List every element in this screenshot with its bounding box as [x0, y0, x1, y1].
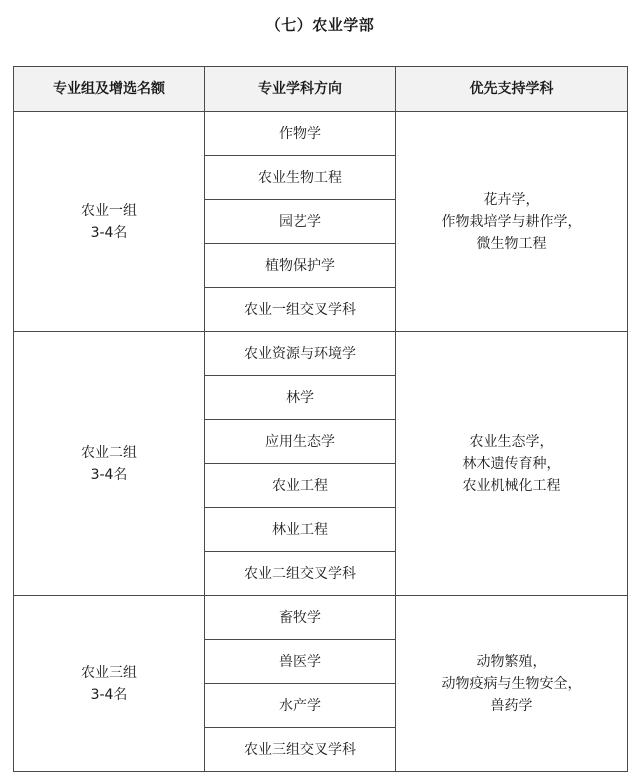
subject-cell: 兽医学 — [205, 640, 396, 684]
group-quota: 3-4名 — [90, 466, 128, 483]
group-cell — [14, 332, 205, 596]
discipline-table — [13, 66, 628, 772]
subject-cell: 农业三组交叉学科 — [205, 728, 396, 772]
subject-cell: 农业二组交叉学科 — [205, 552, 396, 596]
group-name: 农业二组 — [81, 444, 137, 461]
group-cell — [14, 596, 205, 772]
subject-cell: 水产学 — [205, 684, 396, 728]
subject-cell: 农业工程 — [205, 464, 396, 508]
header-subject: 专业学科方向 — [205, 67, 396, 112]
priority-cell — [396, 112, 628, 332]
priority-item: 农业生态学， — [469, 433, 554, 450]
subject-cell: 农业资源与环境学 — [205, 332, 396, 376]
group-quota: 3-4名 — [90, 686, 128, 703]
group-cell — [14, 112, 205, 332]
priority-item: 动物疫病与生物安全， — [441, 675, 582, 692]
table-row — [14, 112, 628, 156]
group-quota: 3-4名 — [90, 224, 128, 241]
header-priority: 优先支持学科 — [396, 67, 628, 112]
priority-item: 农业机械化工程 — [462, 477, 561, 494]
priority-cell — [396, 332, 628, 596]
subject-cell: 作物学 — [205, 112, 396, 156]
priority-item: 兽药学 — [490, 697, 533, 714]
subject-cell: 林学 — [205, 376, 396, 420]
priority-cell — [396, 596, 628, 772]
page-title: （七）农业学部 — [265, 16, 375, 34]
group-name: 农业三组 — [81, 664, 137, 681]
priority-item: 花卉学， — [483, 191, 540, 208]
priority-item: 林木遗传育种， — [462, 455, 561, 472]
priority-item: 作物栽培学与耕作学， — [441, 213, 582, 230]
table-row — [14, 596, 628, 640]
subject-cell: 农业生物工程 — [205, 156, 396, 200]
subject-cell: 园艺学 — [205, 200, 396, 244]
group-name: 农业一组 — [81, 202, 137, 219]
subject-cell: 农业一组交叉学科 — [205, 288, 396, 332]
table-header-row — [14, 67, 628, 112]
table-row — [14, 332, 628, 376]
subject-cell: 应用生态学 — [205, 420, 396, 464]
subject-cell: 畜牧学 — [205, 596, 396, 640]
priority-item: 动物繁殖， — [476, 653, 547, 670]
header-group: 专业组及增选名额 — [14, 67, 205, 112]
priority-item: 微生物工程 — [476, 235, 547, 252]
subject-cell: 植物保护学 — [205, 244, 396, 288]
subject-cell: 林业工程 — [205, 508, 396, 552]
